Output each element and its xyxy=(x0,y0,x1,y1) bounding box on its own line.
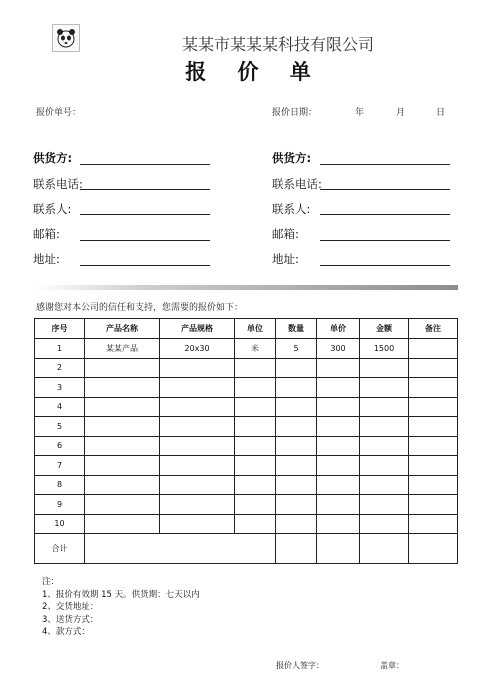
table-cell[interactable]: 9 xyxy=(35,495,85,515)
table-cell[interactable] xyxy=(85,436,160,456)
company-name: 某某市某某某科技有限公司 xyxy=(181,35,374,54)
table-cell[interactable] xyxy=(85,475,160,495)
header-cell: 序号 xyxy=(35,319,85,339)
table-cell[interactable]: 4 xyxy=(35,397,85,417)
table-cell[interactable] xyxy=(360,397,409,417)
buyer-email-label: 邮箱: xyxy=(272,227,299,241)
note-item: 3、送货方式： xyxy=(42,614,99,625)
total-cell[interactable] xyxy=(409,534,458,564)
supplier-phone-label: 联系电话: xyxy=(33,177,83,191)
table-cell[interactable] xyxy=(276,436,317,456)
header-cell: 产品规格 xyxy=(160,319,235,339)
total-cell[interactable] xyxy=(317,534,360,564)
table-row xyxy=(35,456,458,476)
table-cell[interactable] xyxy=(276,514,317,534)
table-row xyxy=(35,358,458,378)
table-cell[interactable] xyxy=(317,358,360,378)
buyer-address-label: 地址: xyxy=(272,252,299,266)
supplier-email-label: 邮箱: xyxy=(33,227,60,241)
table-cell[interactable]: 1 xyxy=(35,339,85,359)
quote-number-label: 报价单号： xyxy=(36,108,82,118)
table-cell[interactable] xyxy=(317,378,360,398)
table-cell[interactable]: 10 xyxy=(35,514,85,534)
buyer-phone-label: 联系电话: xyxy=(272,177,322,191)
table-cell[interactable] xyxy=(317,514,360,534)
table-cell[interactable] xyxy=(160,475,235,495)
table-cell[interactable] xyxy=(276,456,317,476)
header-cell: 金额 xyxy=(360,319,409,339)
table-cell[interactable] xyxy=(360,378,409,398)
table-cell[interactable] xyxy=(409,495,458,515)
table-cell[interactable] xyxy=(235,436,276,456)
table-cell[interactable] xyxy=(276,378,317,398)
intro-text: 感谢您对本公司的信任和支持，您需要的报价如下： xyxy=(36,303,244,313)
total-cell[interactable] xyxy=(276,534,317,564)
table-row xyxy=(35,339,458,359)
header-cell: 单价 xyxy=(317,319,360,339)
header-cell: 备注 xyxy=(409,319,458,339)
date-month: 月 xyxy=(396,108,406,118)
supplier-email-input[interactable] xyxy=(80,240,210,241)
table-cell[interactable]: 米 xyxy=(235,339,276,359)
buyer-contact-label: 联系人: xyxy=(272,202,311,216)
table-cell[interactable] xyxy=(160,495,235,515)
table-cell[interactable]: 5 xyxy=(35,417,85,437)
header-cell: 数量 xyxy=(276,319,317,339)
table-cell[interactable] xyxy=(85,417,160,437)
supplier-label: 供货方: xyxy=(33,151,73,165)
table-cell[interactable]: 8 xyxy=(35,475,85,495)
table-cell[interactable]: 20x30 xyxy=(160,339,235,359)
table-cell[interactable] xyxy=(235,378,276,398)
date-year: 年 xyxy=(355,108,365,118)
table-cell[interactable] xyxy=(360,417,409,437)
note-item: 4、款方式： xyxy=(42,627,90,637)
table-cell[interactable] xyxy=(235,456,276,476)
table-cell[interactable] xyxy=(160,417,235,437)
table-row xyxy=(35,514,458,534)
header-cell: 产品名称 xyxy=(85,319,160,339)
table-cell[interactable] xyxy=(409,475,458,495)
buyer-input[interactable] xyxy=(320,164,450,165)
table-cell[interactable] xyxy=(317,475,360,495)
table-cell[interactable] xyxy=(409,358,458,378)
table-cell[interactable] xyxy=(360,358,409,378)
table-cell[interactable] xyxy=(360,475,409,495)
table-cell[interactable] xyxy=(360,514,409,534)
buyer-contact-input[interactable] xyxy=(320,214,450,215)
table-cell[interactable] xyxy=(409,417,458,437)
table-row xyxy=(35,495,458,515)
table-cell[interactable] xyxy=(160,378,235,398)
table-cell[interactable] xyxy=(409,378,458,398)
quote-table xyxy=(34,318,458,564)
table-cell[interactable] xyxy=(360,456,409,476)
table-cell[interactable]: 300 xyxy=(317,339,360,359)
table-cell[interactable]: 1500 xyxy=(360,339,409,359)
supplier-contact-label: 联系人: xyxy=(33,202,72,216)
supplier-address-label: 地址: xyxy=(33,252,60,266)
table-cell[interactable] xyxy=(409,456,458,476)
table-row xyxy=(35,397,458,417)
table-cell[interactable] xyxy=(160,397,235,417)
table-cell[interactable] xyxy=(235,514,276,534)
table-row xyxy=(35,378,458,398)
table-cell[interactable] xyxy=(85,514,160,534)
table-cell[interactable] xyxy=(85,358,160,378)
table-cell[interactable]: 6 xyxy=(35,436,85,456)
notes-section xyxy=(42,576,200,639)
quote-date-label: 报价日期： xyxy=(272,108,318,118)
note-item: 1、报价有效期 15 天。供货期：七天以内 xyxy=(42,589,200,600)
table-cell[interactable]: 2 xyxy=(35,358,85,378)
date-day: 日 xyxy=(436,108,446,118)
table-row xyxy=(35,436,458,456)
table-row xyxy=(35,475,458,495)
table-cell[interactable] xyxy=(85,397,160,417)
table-cell[interactable] xyxy=(409,514,458,534)
header-cell: 单位 xyxy=(235,319,276,339)
table-cell[interactable] xyxy=(317,456,360,476)
document-title: 报 价 单 xyxy=(185,60,323,84)
table-cell[interactable] xyxy=(317,495,360,515)
table-cell[interactable] xyxy=(235,475,276,495)
buyer-email-input[interactable] xyxy=(320,240,450,241)
table-cell[interactable] xyxy=(409,339,458,359)
table-cell[interactable]: 5 xyxy=(276,339,317,359)
table-cell[interactable] xyxy=(317,417,360,437)
table-cell[interactable] xyxy=(85,495,160,515)
section-divider xyxy=(34,285,458,290)
table-cell[interactable] xyxy=(276,495,317,515)
supplier-contact-input[interactable] xyxy=(80,214,210,215)
table-cell[interactable] xyxy=(360,436,409,456)
buyer-phone-input[interactable] xyxy=(320,189,450,190)
table-cell[interactable] xyxy=(276,397,317,417)
total-cell[interactable] xyxy=(360,534,409,564)
table-cell[interactable]: 3 xyxy=(35,378,85,398)
note-item: 2、交货地址： xyxy=(42,602,99,612)
buyer-address-input[interactable] xyxy=(320,265,450,266)
table-cell[interactable] xyxy=(160,456,235,476)
table-cell[interactable]: 某某产品 xyxy=(85,339,160,359)
table-cell[interactable] xyxy=(85,456,160,476)
table-cell[interactable] xyxy=(160,514,235,534)
total-cell[interactable] xyxy=(85,534,276,564)
table-cell[interactable] xyxy=(160,436,235,456)
buyer-label: 供货方: xyxy=(272,151,312,165)
table-cell[interactable] xyxy=(409,397,458,417)
table-cell[interactable] xyxy=(235,495,276,515)
signer-label: 报价人签字： xyxy=(276,661,324,670)
total-label: 合计 xyxy=(35,534,85,564)
table-cell[interactable] xyxy=(317,397,360,417)
table-cell[interactable] xyxy=(85,378,160,398)
table-cell[interactable] xyxy=(235,397,276,417)
supplier-phone-input[interactable] xyxy=(80,189,210,190)
table-cell[interactable] xyxy=(276,358,317,378)
table-cell[interactable] xyxy=(235,358,276,378)
notes-title: 注： xyxy=(42,577,60,587)
table-cell[interactable] xyxy=(409,436,458,456)
supplier-address-input[interactable] xyxy=(80,265,210,266)
table-cell[interactable] xyxy=(160,358,235,378)
total-row xyxy=(35,534,458,564)
supplier-input[interactable] xyxy=(80,164,210,165)
table-cell[interactable] xyxy=(235,417,276,437)
table-cell[interactable]: 7 xyxy=(35,456,85,476)
table-cell[interactable] xyxy=(360,495,409,515)
table-row xyxy=(35,417,458,437)
table-cell[interactable] xyxy=(276,475,317,495)
table-cell[interactable] xyxy=(317,436,360,456)
table-header-row xyxy=(35,319,458,339)
seal-label: 盖章： xyxy=(380,661,404,670)
table-cell[interactable] xyxy=(276,417,317,437)
